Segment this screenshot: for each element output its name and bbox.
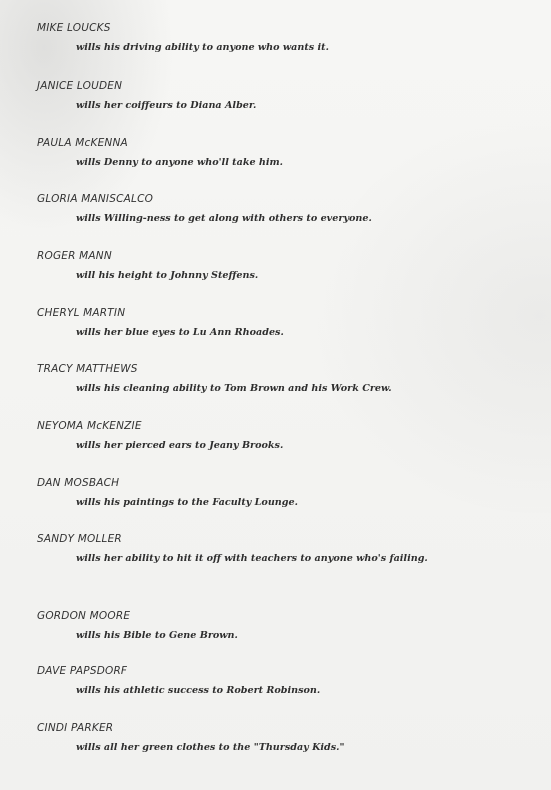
- will-text: wills her pierced ears to Jeany Brooks.: [76, 440, 284, 451]
- student-name: DAN MOSBACH: [37, 477, 120, 489]
- student-name: JANICE LOUDEN: [37, 80, 123, 92]
- will-text: wills Denny to anyone who'll take him.: [76, 157, 284, 168]
- student-name: PAULA McKENNA: [37, 137, 128, 149]
- will-text: wills her ability to hit it off with teachers to anyone who's failing.: [76, 553, 428, 564]
- will-text: wills Willing-ness to get along with others to everyone.: [76, 213, 372, 224]
- student-name: NEYOMA McKENZIE: [37, 420, 142, 432]
- student-name: GLORIA MANISCALCO: [37, 193, 154, 205]
- student-name: DAVE PAPSDORF: [37, 665, 128, 677]
- student-name: MIKE LOUCKS: [37, 22, 111, 34]
- will-text: wills her blue eyes to Lu Ann Rhoades.: [76, 327, 284, 338]
- student-name: TRACY MATTHEWS: [37, 363, 138, 375]
- student-name: CHERYL MARTIN: [37, 307, 126, 319]
- will-text: wills his paintings to the Faculty Lounge.: [76, 497, 298, 508]
- student-name: SANDY MOLLER: [37, 533, 122, 545]
- will-text: wills his athletic success to Robert Robinson.: [76, 685, 321, 696]
- student-name: CINDI PARKER: [37, 722, 114, 734]
- will-text: will his height to Johnny Steffens.: [76, 270, 259, 281]
- will-text: wills her coiffeurs to Diana Alber.: [76, 100, 257, 111]
- will-text: wills his driving ability to anyone who wants it.: [76, 42, 329, 53]
- will-text: wills his cleaning ability to Tom Brown and his Work Crew.: [76, 383, 392, 394]
- will-text: wills all her green clothes to the "Thursday Kids.": [76, 742, 345, 753]
- will-text: wills his Bible to Gene Brown.: [76, 630, 238, 641]
- student-name: GORDON MOORE: [37, 610, 131, 622]
- student-name: ROGER MANN: [37, 250, 112, 262]
